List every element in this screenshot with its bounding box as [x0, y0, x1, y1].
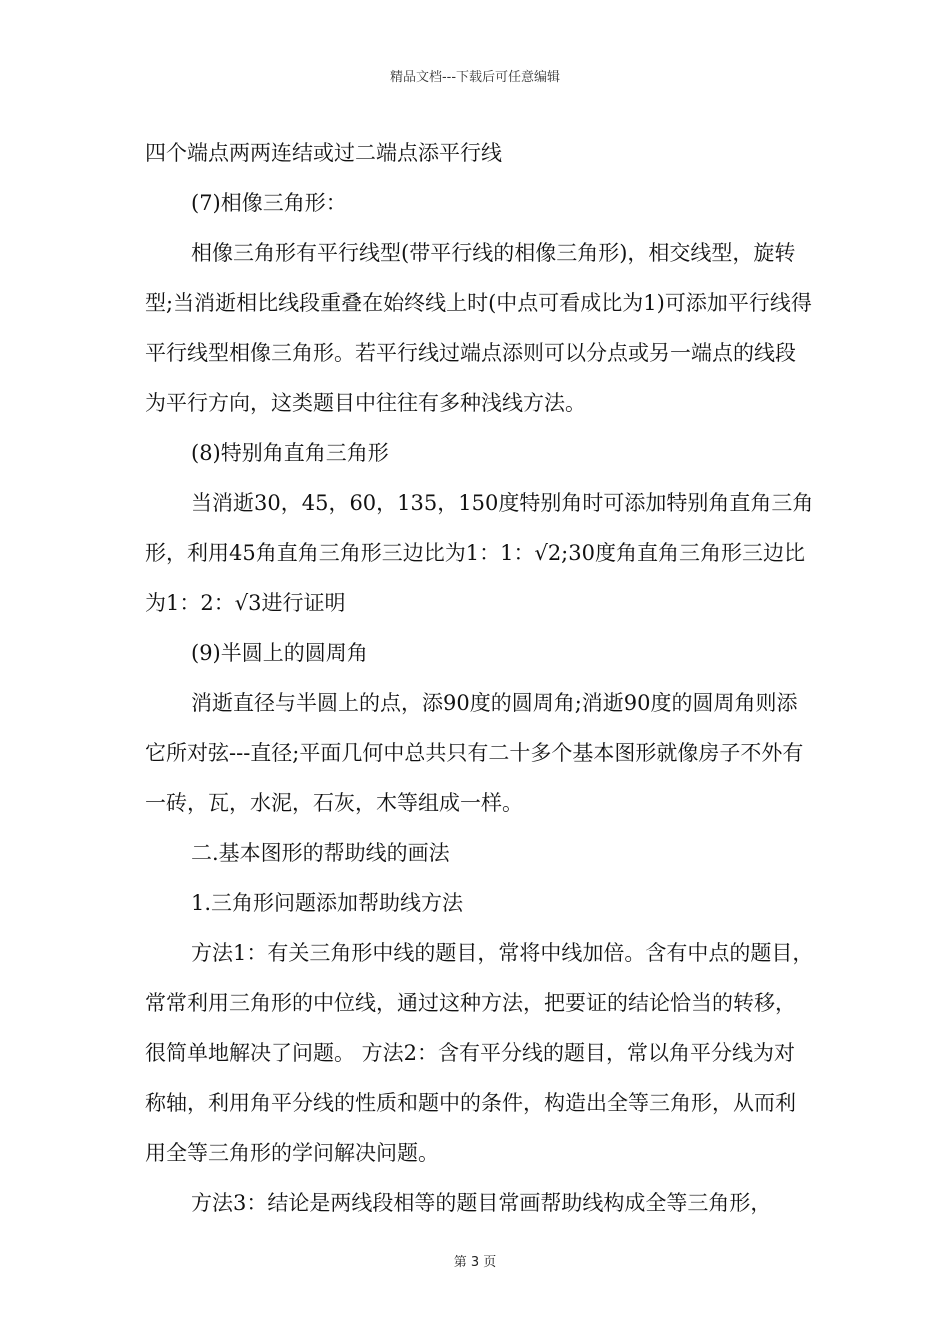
page-number: 第 3 页 — [453, 1255, 497, 1270]
heading-similar-triangles: (7)相像三角形： — [191, 191, 347, 215]
paragraph-method-3: 方法3：结论是两线段相等的题目常画帮助线构成全等三角形， — [191, 1191, 772, 1215]
subheading-triangle-methods: 1.三角形问题添加帮助线方法 — [191, 891, 464, 915]
section-heading-auxiliary-lines: 二.基本图形的帮助线的画法 — [191, 841, 450, 865]
paragraph-special-right-triangles: 当消逝30，45，60，135，150度特别角时可添加特别角直角三角形，利用45角直角三角形三边比为1：1：√2;30度角直角三角形三边比为1：2：√3进行证明 — [145, 491, 814, 615]
page-header: 精品文档---下载后可任意编辑 — [389, 70, 561, 85]
paragraph-1: 四个端点两两连结或过二端点添平行线 — [145, 141, 502, 165]
paragraph-similar-triangles: 相像三角形有平行线型(带平行线的相像三角形)，相交线型，旋转型;当消逝相比线段重叠在始终线上时(中点可看成比为1)可添加平行线得平行线型相像三角形。若平行线过端点添则可以分点或另一端点的线段为平行方向，这类题目中往往有多种浅线方法。 — [145, 241, 812, 415]
heading-inscribed-angle: (9)半圆上的圆周角 — [191, 641, 368, 665]
paragraph-methods-1-2: 方法1：有关三角形中线的题目，常将中线加倍。含有中点的题目，常常利用三角形的中位线，通过这种方法，把要证的结论恰当的转移，很简单地解决了问题。 方法2：含有平分线的题目，常以角平分线为对称轴，利用角平分线的性质和题中的条件，构造出全等三角形，从而利用全等三角形的学问解决问题。 — [145, 941, 814, 1165]
heading-special-right-triangles: (8)特别角直角三角形 — [191, 441, 389, 465]
document-body — [145, 128, 815, 1228]
paragraph-inscribed-angle: 消逝直径与半圆上的点，添90度的圆周角;消逝90度的圆周角则添它所对弦---直径;平面几何中总共只有二十多个基本图形就像房子不外有一砖，瓦，水泥，石灰，木等组成一样。 — [145, 691, 804, 815]
